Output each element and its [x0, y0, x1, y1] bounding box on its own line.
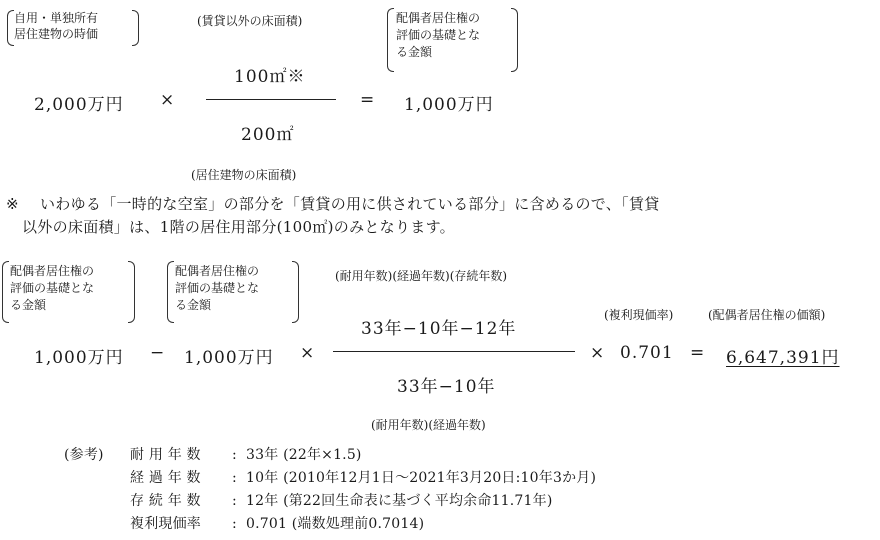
fraction-denominator: 33年−10年: [397, 377, 496, 397]
bracket-left: [387, 8, 394, 72]
bracket-left: [167, 261, 174, 323]
label-residential-area: (居住建物の床面積): [191, 168, 297, 182]
result-value: 6,647,391円: [726, 348, 840, 368]
value-b: 1,000万円: [184, 348, 274, 368]
label-years-top: (耐用年数)(経過年数)(存続年数): [335, 269, 508, 283]
label-market-value-line1: 自用・単独所有: [14, 11, 99, 25]
fraction-numerator: 100㎡※: [234, 67, 306, 87]
reference-heading: (参考): [64, 447, 104, 463]
bracket-right: [292, 261, 299, 323]
operator-equals: =: [690, 343, 706, 363]
reference-sep: :: [232, 493, 237, 509]
reference-key: 耐 用 年 数: [130, 447, 201, 463]
bracket-right: [511, 8, 518, 72]
label-base2-line3: る金額: [175, 298, 212, 312]
bracket-right: [132, 10, 139, 46]
fraction-line: [333, 351, 575, 352]
fraction-line: [206, 99, 336, 100]
label-years-bottom: (耐用年数)(経過年数): [371, 418, 486, 432]
label-base1-line2: 評価の基礎とな: [10, 281, 95, 295]
label-base2-line2: 評価の基礎とな: [175, 281, 260, 295]
bracket-right: [128, 261, 135, 323]
bracket-left: [7, 10, 14, 46]
label-spousal-base-line2: 評価の基礎とな: [396, 28, 481, 42]
operator-minus: −: [150, 343, 166, 363]
operator-equals: =: [360, 90, 376, 110]
factor-value: 0.701: [620, 343, 674, 363]
operator-multiply: ×: [160, 90, 176, 110]
reference-sep: :: [232, 470, 237, 486]
result-value: 1,000万円: [404, 95, 494, 115]
label-spousal-base-line1: 配偶者居住権の: [396, 11, 481, 25]
reference-key: 存 続 年 数: [130, 493, 201, 509]
label-base1-line1: 配偶者居住権の: [10, 264, 95, 278]
reference-key: 複利現価率: [130, 516, 201, 532]
reference-key: 経 過 年 数: [130, 470, 201, 486]
operator-multiply: ×: [300, 343, 316, 363]
label-factor: (複利現価率): [604, 308, 674, 322]
label-base2-line1: 配偶者居住権の: [175, 264, 260, 278]
note-mark: ※: [6, 195, 19, 213]
label-non-rental-area: (賃貸以外の床面積): [197, 14, 303, 28]
label-result: (配偶者居住権の価額): [708, 308, 826, 322]
fraction-denominator: 200㎡: [241, 125, 295, 145]
reference-sep: :: [232, 516, 237, 532]
reference-value: 33年 (22年×1.5): [246, 447, 362, 463]
fraction-numerator: 33年−10年−12年: [361, 319, 517, 339]
value-market: 2,000万円: [34, 95, 124, 115]
operator-multiply-2: ×: [590, 343, 606, 363]
bracket-left: [2, 261, 9, 323]
reference-value: 0.701 (端数処理前0.7014): [246, 516, 425, 532]
reference-value: 12年 (第22回生命表に基づく平均余命11.71年): [246, 493, 553, 509]
reference-sep: :: [232, 447, 237, 463]
label-spousal-base-line3: る金額: [396, 45, 433, 59]
value-a: 1,000万円: [34, 348, 124, 368]
label-market-value-line2: 居住建物の時価: [14, 27, 99, 41]
reference-value: 10年 (2010年12月1日〜2021年3月20日:10年3か月): [246, 470, 597, 486]
label-base1-line3: る金額: [10, 298, 47, 312]
note-line2: 以外の床面積」は、1階の居住用部分(100㎡)のみとなります。: [22, 218, 455, 236]
note-line1: いわゆる「一時的な空室」の部分を「賃貸の用に供されている部分」に含めるので、「賃貸: [40, 195, 660, 213]
